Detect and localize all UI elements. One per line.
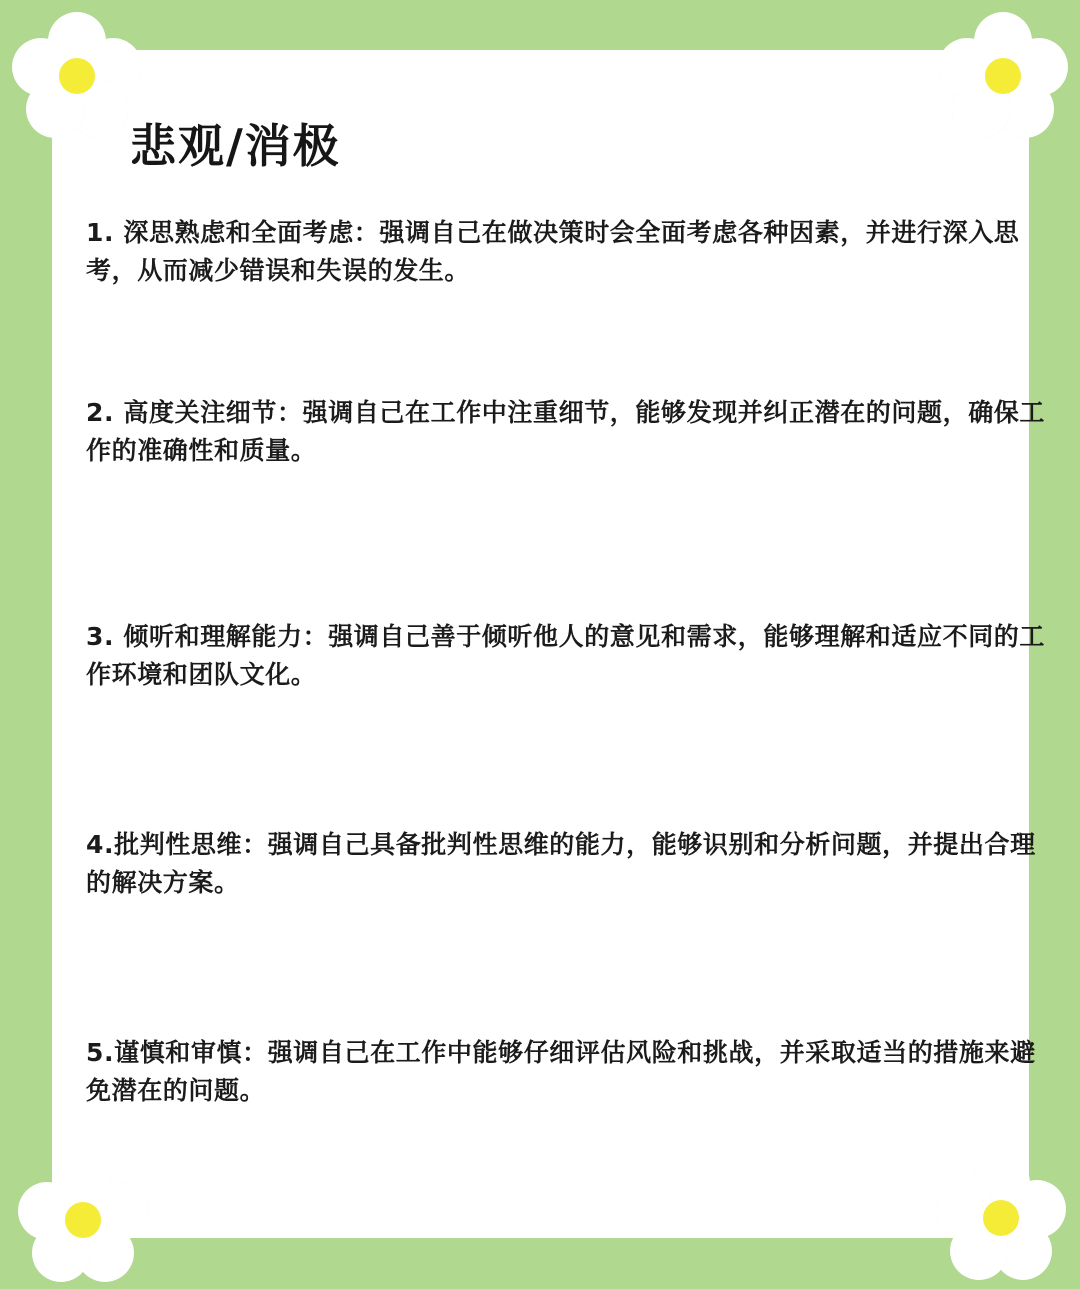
flower-icon: [18, 1156, 148, 1286]
list-item-4: 4.批判性思维：强调自己具备批判性思维的能力，能够识别和分析问题，并提出合理的解决方案。: [86, 830, 1036, 897]
flower-icon: [12, 12, 142, 142]
list-item-5: 5.谨慎和审慎：强调自己在工作中能够仔细评估风险和挑战，并采取适当的措施来避免潜在的问题。: [86, 1038, 1036, 1105]
list-item-3: 3. 倾听和理解能力：强调自己善于倾听他人的意见和需求，能够理解和适应不同的工作环境和团队文化。: [86, 622, 1045, 689]
flower-icon: [938, 12, 1068, 142]
flower-icon: [936, 1154, 1066, 1284]
page-title: 悲观/消极: [130, 119, 341, 173]
list-item-1: 1. 深思熟虑和全面考虑：强调自己在做决策时会全面考虑各种因素，并进行深入思考，从而减少错误和失误的发生。: [86, 218, 1020, 285]
list-item-2: 2. 高度关注细节：强调自己在工作中注重细节，能够发现并纠正潜在的问题，确保工作的准确性和质量。: [86, 398, 1045, 465]
